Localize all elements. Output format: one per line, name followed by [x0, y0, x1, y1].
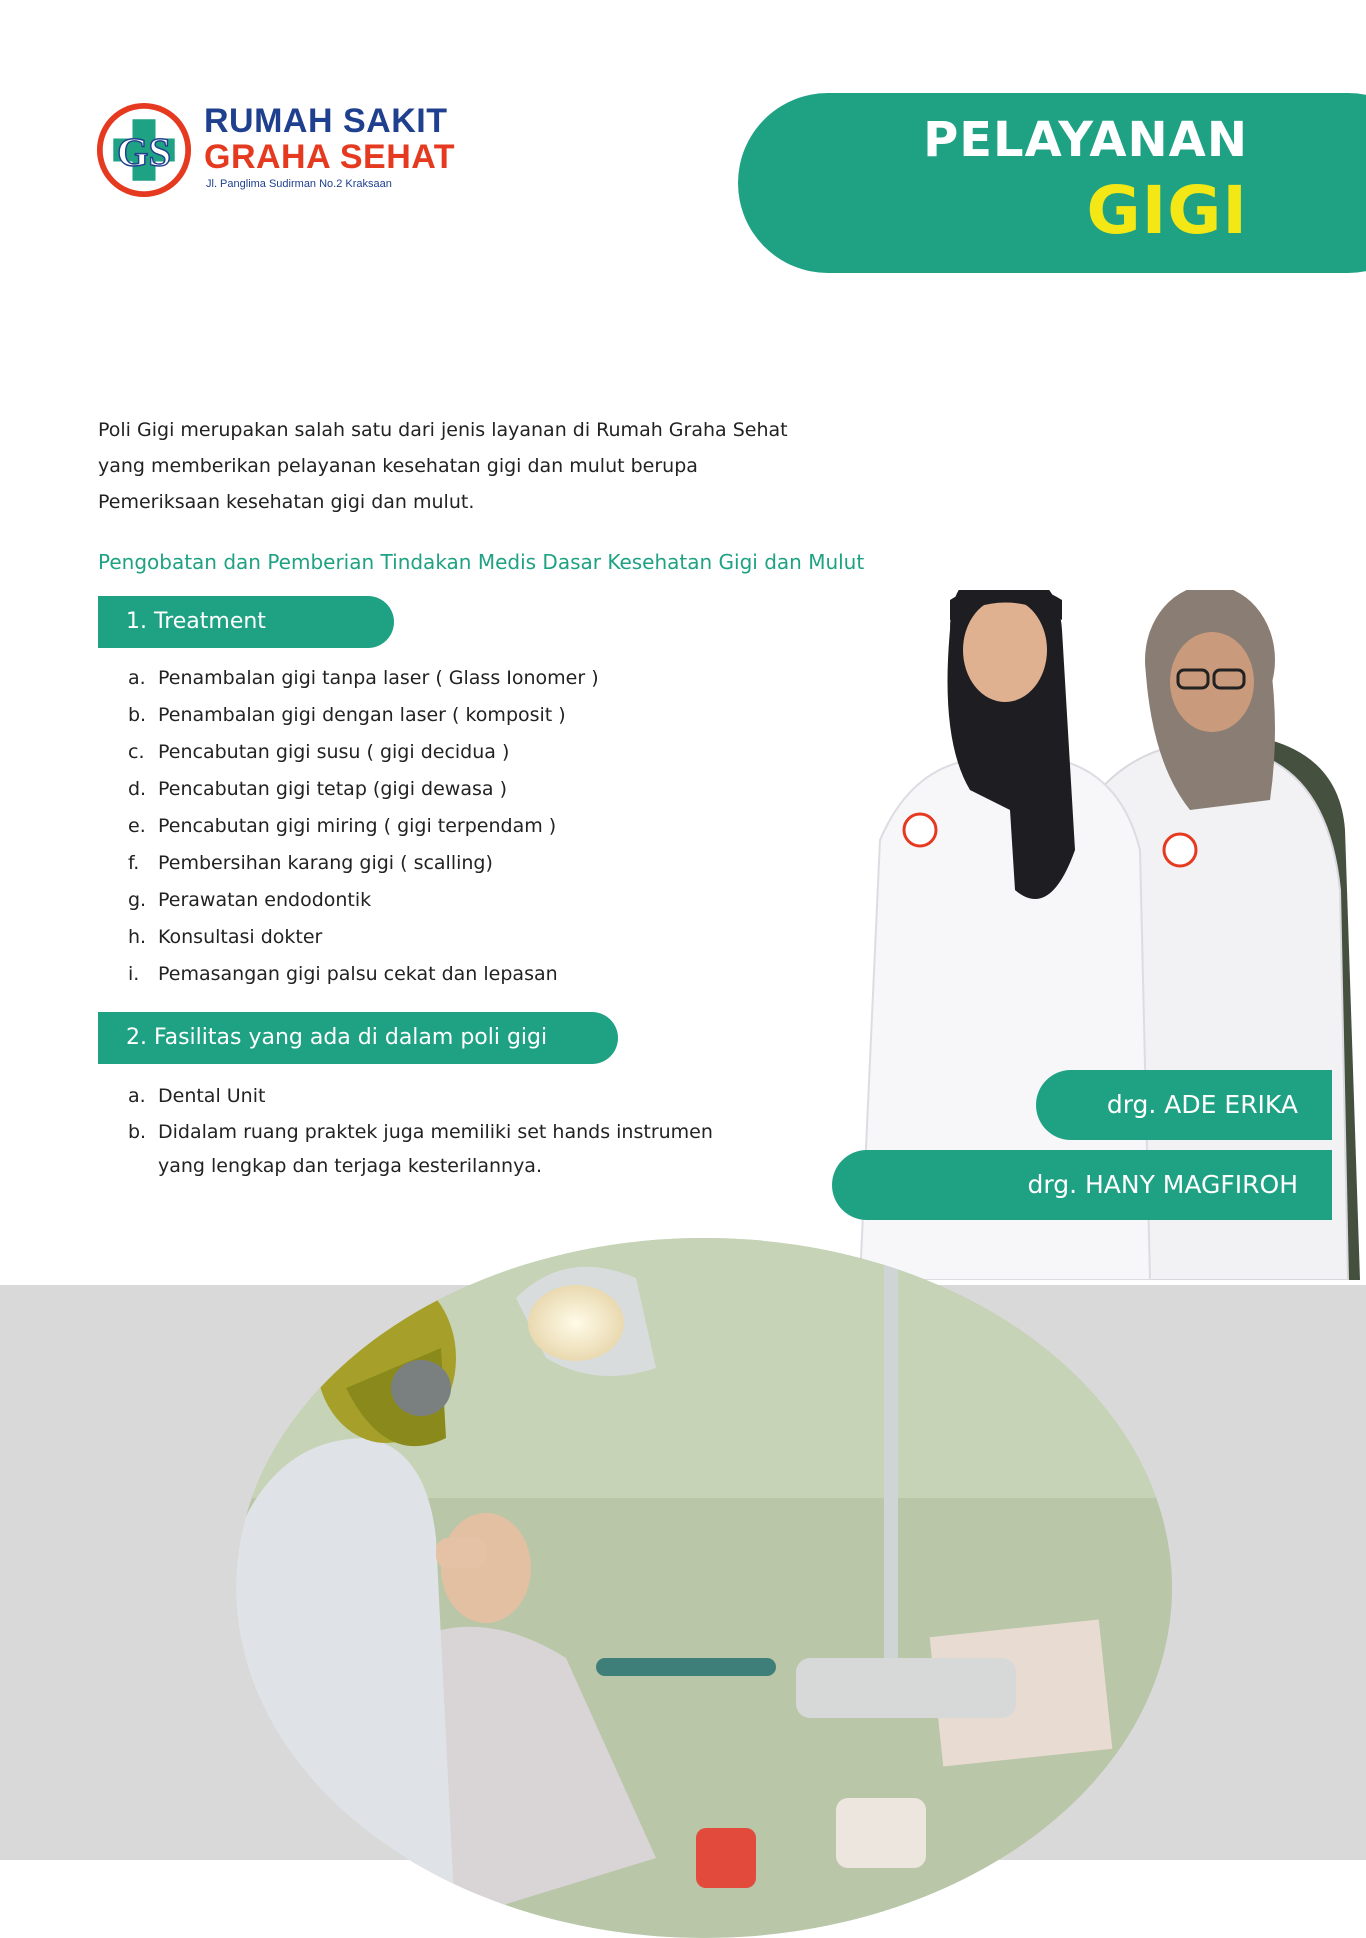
list-item: e. Pencabutan gigi miring ( gigi terpendam ): [128, 815, 557, 837]
doctor-name-tag: drg. ADE ERIKA: [1036, 1070, 1332, 1140]
list-item: a. Penambalan gigi tanpa laser ( Glass Ionomer ): [128, 667, 599, 689]
fasilitas-list: [128, 1078, 828, 1183]
list-item: d. Pencabutan gigi tetap (gigi dewasa ): [128, 778, 507, 800]
intro-line: Pemeriksaan kesehatan gigi dan mulut.: [98, 491, 475, 513]
doctor-name-tag: drg. HANY MAGFIROH: [832, 1150, 1332, 1220]
hospital-address: Jl. Panglima Sudirman No.2 Kraksaan: [206, 178, 392, 190]
treatment-list: [128, 660, 599, 993]
hospital-name-line1: RUMAH SAKIT: [204, 102, 448, 140]
hospital-logo: [96, 96, 476, 196]
intro-paragraph: [98, 412, 918, 520]
svg-text:GS: GS: [117, 129, 171, 175]
list-item: h. Konsultasi dokter: [128, 926, 323, 948]
intro-line: yang memberikan pelayanan kesehatan gigi dan mulut berupa: [98, 455, 698, 477]
list-item: a. Dental Unit: [128, 1085, 266, 1107]
hospital-badge-icon: [96, 102, 192, 198]
services-subheading: Pengobatan dan Pemberian Tindakan Medis Dasar Kesehatan Gigi dan Mulut: [98, 550, 865, 574]
title-gigi: GIGI: [1086, 172, 1248, 249]
section-heading-fasilitas: 2. Fasilitas yang ada di dalam poli gigi: [98, 1012, 618, 1064]
section-heading-treatment: 1. Treatment: [98, 596, 394, 648]
hospital-name-line2: GRAHA SEHAT: [204, 138, 456, 176]
list-item: g. Perawatan endodontik: [128, 889, 372, 911]
intro-line: Poli Gigi merupakan salah satu dari jenis layanan di Rumah Graha Sehat: [98, 419, 788, 441]
dental-clinic-photo: [236, 1238, 1172, 1938]
list-item: b. Didalam ruang praktek juga memiliki set hands instrumen yang lengkap dan terjaga kesterilannya.: [128, 1121, 713, 1177]
list-item: i. Pemasangan gigi palsu cekat dan lepasan: [128, 963, 558, 985]
list-item: c. Pencabutan gigi susu ( gigi decidua ): [128, 741, 510, 763]
list-item: f. Pembersihan karang gigi ( scalling): [128, 852, 493, 874]
list-item: b. Penambalan gigi dengan laser ( komposit ): [128, 704, 566, 726]
title-pelayanan: PELAYANAN: [923, 112, 1248, 168]
